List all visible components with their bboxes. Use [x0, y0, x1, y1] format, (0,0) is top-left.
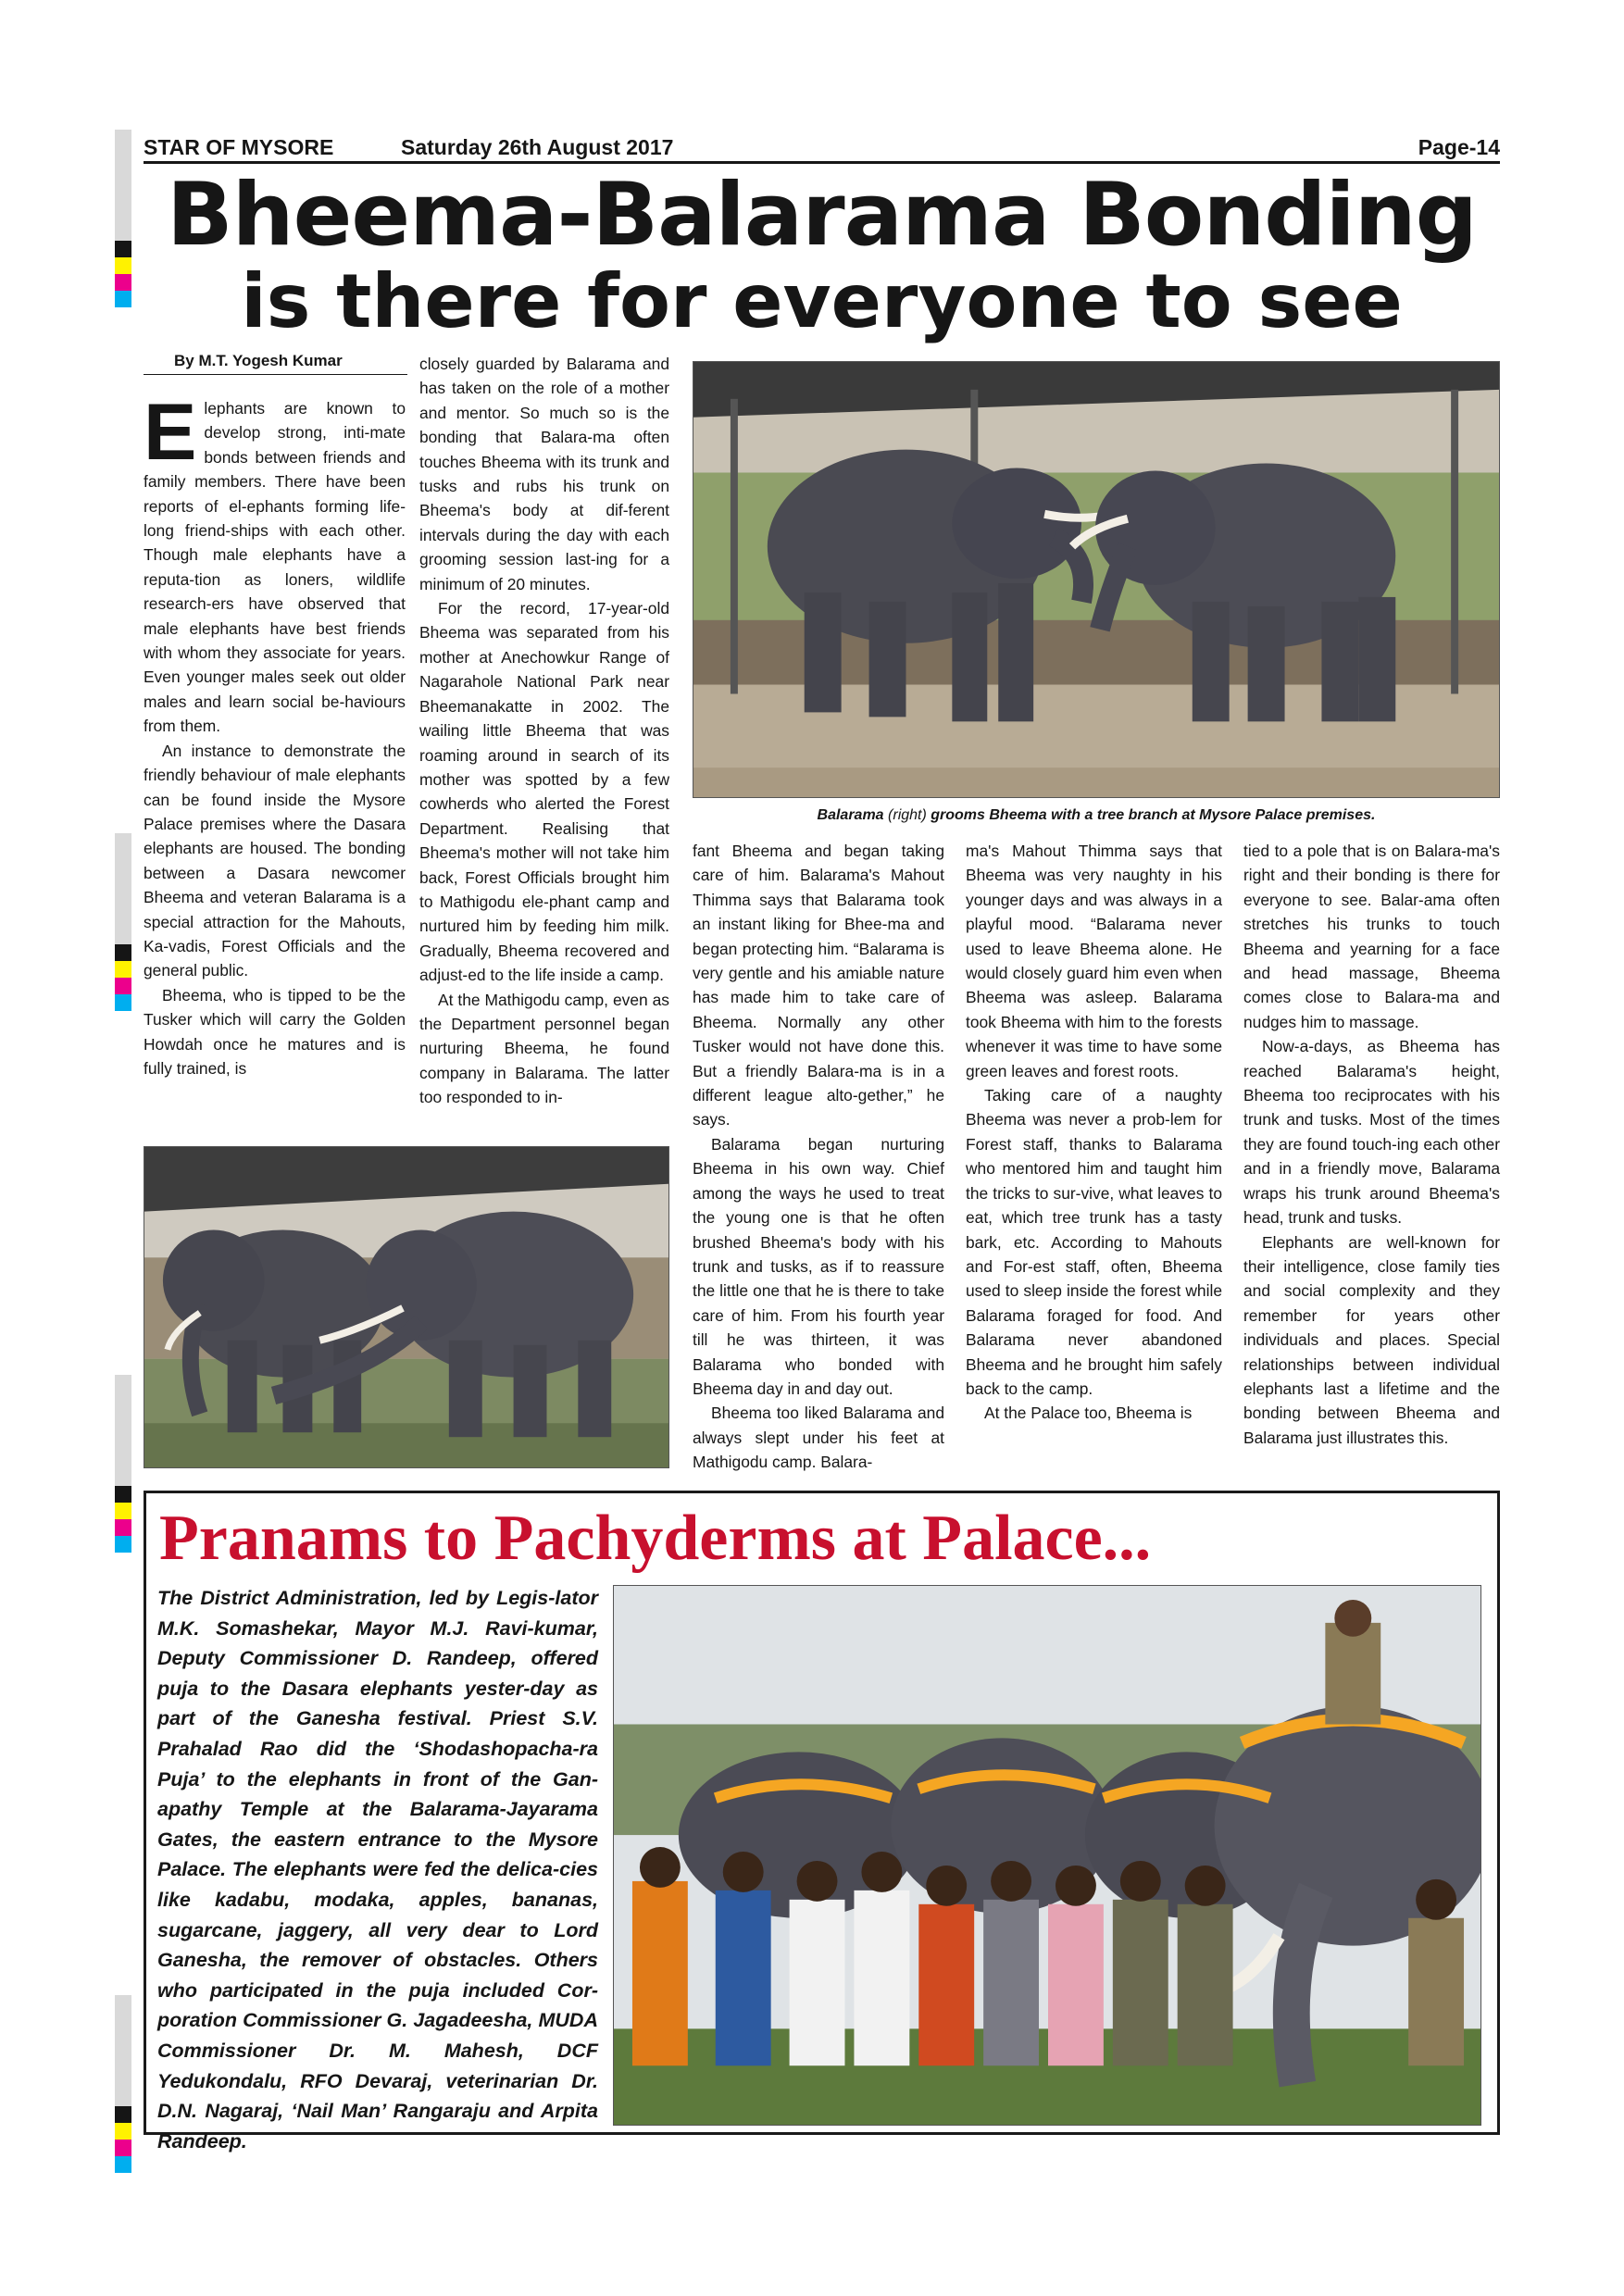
- byline-rule: [144, 374, 407, 375]
- issue-date: Saturday 26th August 2017: [401, 135, 674, 159]
- article-paragraph: tied to a pole that is on Balara-ma's right and their bonding is there for everyone to see. Balar-ama often stretches his trunks to touch Bheema and yearning for a face and head massage, Bheema comes close to Balara-ma and nudges him to massage.: [1243, 842, 1500, 1031]
- article-column-4: [966, 839, 1222, 1426]
- page-number: Page-14: [1418, 135, 1500, 159]
- article-column-3: [693, 839, 944, 1475]
- photo-puja-ceremony-art: [614, 1586, 1480, 2125]
- article-paragraph: An instance to demonstrate the friendly behaviour of male elephants can be found inside the Mysore Palace premises where the Dasara elephants are housed. The bonding between a Dasara newcomer Bheema and veteran Balarama is a special attraction for the Mahouts, Ka-vadis, Forest Officials and the general public.: [144, 741, 406, 980]
- article-paragraph: Bheema, who is tipped to be the Tusker which will carry the Golden Howdah once he matures and is fully trained, is: [144, 985, 406, 1078]
- photo-elephants-shed: [144, 1146, 669, 1468]
- photo-elephants-shed-art: [144, 1147, 668, 1467]
- article-paragraph: At the Palace too, Bheema is: [984, 1404, 1193, 1423]
- page-header: [144, 135, 1500, 161]
- article-paragraph: Elephants are well-known for their intelligence, close family ties and social complexity and they remember for years other individuals and places. Special relationships between individual elephants last a lifetime and the bonding between Bheema and Balarama just illustrates this.: [1243, 1232, 1500, 1447]
- article-paragraph: Bheema too liked Balarama and always slept under his feet at Mathigodu camp. Balara-: [693, 1404, 944, 1472]
- boxed-story-text: The District Administration, led by Legis-lator M.K. Somashekar, Mayor M.J. Ravi-kumar, Deputy Commissioner D. Randeep, offered puja to the Dasara elephants yester-day as part of the Ganesha festival. Priest S.V. Prahalad Rao did the ‘Shodashopacha-ra Puja’ to the elephants in front of the Gan-apathy Temple at the Balarama-Jayarama Gates, the eastern entrance to the Mysore Palace. The elephants were fed the delica-cies like kadabu, modaka, apples, bananas, sugarcane, jaggery, all very dear to Lord Ganesha, the remover of obstacles. Others who participated in the puja included Cor-poration Commissioner G. Jagadeesha, MUDA Commissioner Dr. M. Mahesh, DCF Yedukondalu, RFO Devaraj, veterinarian Dr. D.N. Nagaraj, ‘Nail Man’ Rangaraju and Arpita Randeep.: [157, 1587, 598, 2152]
- article-paragraph: closely guarded by Balarama and has taken on the role of a mother and mentor. So much so is the bonding that Balara-ma often touches Bheema with its trunk and tusks and rubs his trunk on Bheema's body at dif-ferent intervals during the day with each grooming session last-ing for a minimum of 20 minutes.: [419, 355, 669, 593]
- boxed-story-title: Pranams to Pachyderms at Palace...: [159, 1503, 1152, 1574]
- registration-marks-bottom: [115, 1995, 131, 2173]
- photo-caption: Balarama (right) grooms Bheema with a tree branch at Mysore Palace premises.: [817, 807, 1376, 823]
- drop-cap: E: [144, 388, 197, 477]
- photo-elephants-grooming: [693, 361, 1500, 798]
- article-column-1: [144, 388, 406, 1080]
- article-paragraph: At the Mathigodu camp, even as the Department personnel began nurturing Bheema, he found company in Balarama. The latter too responded to in-: [419, 990, 669, 1107]
- headline-line-1: Bheema-Balarama Bonding: [167, 165, 1477, 266]
- article-paragraph: Balarama began nurturing Bheema in his own way. Chief among the ways he used to treat the young one is that he often brushed Bheema's body with his trunk and tusks, as if to reassure the little one that he is there to take care of him. From his fourth year till he was thirteen, it was Balarama who bonded with Bheema day in and day out.: [693, 1134, 944, 1398]
- article-paragraph: Taking care of a naughty Bheema was never a prob-lem for Forest staff, thanks to Balarama who mentored him and taught him the tricks to sur-vive, what leaves to eat, which tree trunk has a tasty bark, etc. According to Mahouts and For-est staff, often, Bheema used to sleep inside the forest while Balarama foraged for food. And Balarama never abandoned Bheema and he brought him safely back to the camp.: [966, 1086, 1222, 1398]
- photo-puja-ceremony: [613, 1585, 1481, 2126]
- headline-line-2: is there for everyone to see: [241, 258, 1403, 344]
- article-column-5: [1243, 839, 1500, 1450]
- article-paragraph: Now-a-days, as Bheema has reached Balarama's height, Bheema too reciprocates with his trunk and tusks. Most of the times they are found touch-ing each other and in a friendly move, Balarama wraps his trunk around Bheema's head, trunk and tusks.: [1243, 1037, 1500, 1228]
- publication-name: STAR OF MYSORE: [144, 135, 334, 159]
- registration-marks-lower-mid: [115, 1375, 131, 1553]
- registration-marks-top: [115, 130, 131, 307]
- article-paragraph: ma's Mahout Thimma says that Bheema was very naughty in his younger days and was always in a playful mood. “Balarama never used to leave Bheema alone. He would closely guard him even when Bheema was asleep. Balarama took Bheema with him to the forests whenever it was time to have some green leaves and forest roots.: [966, 842, 1222, 1080]
- registration-marks-upper-mid: [115, 833, 131, 1011]
- article-paragraph: For the record, 17-year-old Bheema was separated from his mother at Anechowkur Range of Nagarahole National Park near Bheemanakatte in 2002. The wailing little Bheema that was roaming around in search of its mother was spotted by a few cowherds who alerted the Forest Department. Realising that Bheema's mother will not take him back, Forest Officials brought him to Mathigodu ele-phant camp and nurtured him by feeding him milk. Gradually, Bheema recovered and adjust-ed to the life inside a camp.: [419, 599, 669, 985]
- photo-elephants-grooming-art: [693, 362, 1499, 797]
- article-column-2: [419, 352, 669, 1110]
- byline: By M.T. Yogesh Kumar: [174, 352, 343, 369]
- article-paragraph: Elephants are known to develop strong, inti-mate bonds between friends and family members. There have been reports of el-ephants forming life-long friend-ships with each other. Though male elephants have a reputa-tion as loners, wildlife research-ers have observed that male elephants have best friends with whom they associate for years. Even younger males seek out older males and learn social be-haviours from them.: [144, 388, 406, 736]
- article-paragraph: fant Bheema and began taking care of him. Balarama's Mahout Thimma says that Balarama took an instant liking for Bhee-ma and began protecting him. “Balarama is very gentle and his amiable nature has made him to take care of Bheema. Normally any other Tusker would not have done this. But a friendly Balara-ma is in a different league alto-gether,” he says.: [693, 842, 944, 1129]
